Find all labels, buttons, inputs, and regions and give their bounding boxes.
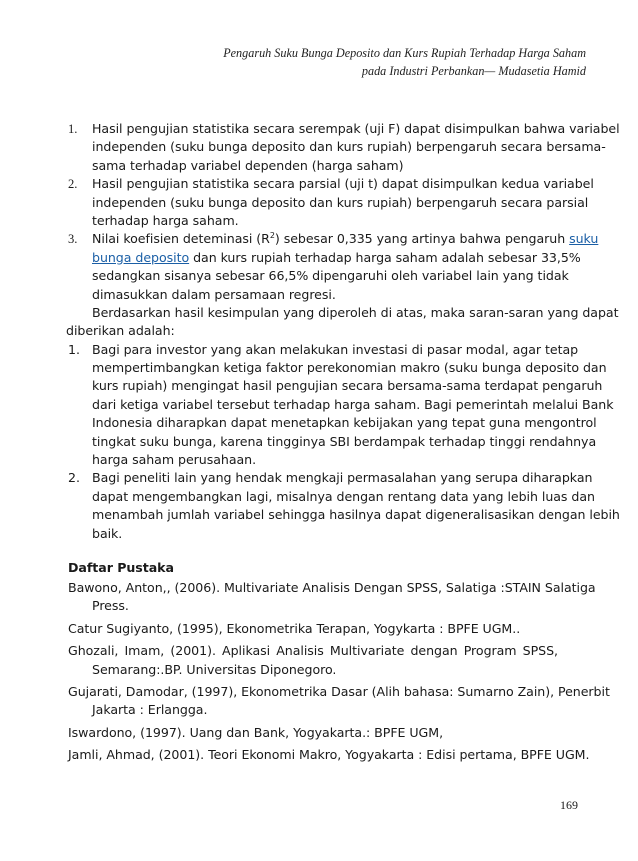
list-number: 1. bbox=[68, 122, 78, 136]
text-line: terhadap harga saham. bbox=[92, 212, 239, 228]
bibliography-heading: Daftar Pustaka bbox=[68, 559, 174, 575]
suggestion-item-1 bbox=[68, 341, 614, 470]
reference-entry bbox=[68, 683, 610, 720]
text-line: tingkat suku bunga, karena tingginya SBI berdampak terhadap tinggi rendahnya bbox=[92, 433, 597, 449]
conclusion-item-2 bbox=[68, 175, 594, 230]
text-line bbox=[68, 249, 581, 267]
text-line: diberikan adalah: bbox=[66, 323, 175, 339]
reference-line: Semarang:.BP. Universitas Diponegoro. bbox=[92, 661, 337, 677]
text-line: kurs rupiah) mengingat hasil pengujian secara bersama-sama terdapat pengaruh bbox=[92, 378, 603, 394]
text-line: Hasil pengujian statistika secara parsial (uji t) dapat disimpulkan kedua variabel bbox=[92, 176, 594, 192]
running-header-line-1: Pengaruh Suku Bunga Deposito dan Kurs Rupiah Terhadap Harga Saham bbox=[223, 46, 586, 60]
text-line: independen (suku bunga deposito dan kurs rupiah) berpengaruh secara parsial bbox=[92, 194, 589, 210]
reference-line: Press. bbox=[92, 598, 129, 614]
running-header-line-2: pada Industri Perbankan— Mudasetia Hamid bbox=[361, 64, 586, 78]
text-line: Hasil pengujian statistika secara serempak (uji F) dapat disimpulkan bahwa variabel bbox=[92, 121, 620, 136]
page-body bbox=[66, 120, 620, 765]
reference-entry bbox=[68, 724, 558, 742]
list-number: 2. bbox=[68, 177, 78, 192]
reference-line: Gujarati, Damodar, (1997), Ekonometrika Dasar (Alih bahasa: Sumarno Zain), Penerbit bbox=[68, 683, 610, 699]
text-line: mempertimbangkan ketiga faktor perekonomian makro (suku bunga deposito dan bbox=[92, 360, 607, 376]
text-line: dimasukkan dalam persamaan regresi. bbox=[92, 286, 336, 302]
reference-entry bbox=[68, 642, 558, 679]
transition-paragraph bbox=[66, 304, 619, 341]
text-line: sedangkan sisanya sebesar 66,5% dipengaruhi oleh variabel lain yang tidak bbox=[92, 268, 569, 284]
text-line: harga saham perusahaan. bbox=[92, 452, 257, 468]
text-segment: Nilai koefisien deteminasi (R bbox=[92, 231, 270, 247]
text-line: Indonesia diharapkan dapat menetapkan kebijakan yang tepat guna mengontrol bbox=[92, 415, 597, 431]
text-line: dari ketiga variabel tersebut terhadap harga saham. Bagi pemerintah melalui Bank bbox=[92, 396, 614, 412]
text-line: Bagi para investor yang akan melakukan investasi di pasar modal, agar tetap bbox=[92, 341, 579, 357]
text-line: dapat mengembangkan lagi, misalnya dengan rentang data yang lebih luas dan bbox=[92, 488, 595, 504]
reference-line: Iswardono, (1997). Uang dan Bank, Yogyakarta.: BPFE UGM, bbox=[68, 724, 444, 740]
text-segment: ) sebesar 0,335 yang artinya bahwa pengaruh bbox=[274, 231, 570, 247]
conclusion-item-3 bbox=[68, 230, 599, 304]
reference-entry bbox=[68, 579, 596, 616]
reference-line: Jamli, Ahmad, (2001). Teori Ekonomi Makro, Yogyakarta : Edisi pertama, BPFE UGM. bbox=[68, 747, 590, 763]
text-line: sama terhadap variabel dependen (harga saham) bbox=[92, 157, 404, 173]
suggestion-item-2 bbox=[68, 469, 620, 543]
list-number: 1. bbox=[68, 341, 80, 357]
text-line: Berdasarkan hasil kesimpulan yang diperoleh di atas, maka saran-saran yang dapat bbox=[92, 304, 619, 320]
running-header bbox=[223, 44, 586, 80]
text-segment: dan kurs rupiah terhadap harga saham adalah sebesar 33,5% bbox=[189, 249, 581, 265]
page-number: 169 bbox=[560, 798, 578, 812]
bibliography-list bbox=[68, 579, 610, 765]
conclusion-item-1 bbox=[68, 120, 620, 175]
superscript: 2 bbox=[269, 231, 275, 241]
suku-bunga-deposito-link[interactable]: suku bbox=[569, 231, 599, 247]
text-line: independen (suku bunga deposito dan kurs rupiah) berpengaruh secara bersama- bbox=[92, 139, 606, 155]
list-number: 3. bbox=[68, 232, 78, 247]
reference-line: Bawono, Anton,, (2006). Multivariate Analisis Dengan SPSS, Salatiga :STAIN Salatiga bbox=[68, 579, 596, 595]
reference-entry bbox=[68, 746, 590, 764]
text-line bbox=[68, 230, 599, 248]
text-line: menambah jumlah variabel sehingga hasilnya dapat digeneralisasikan dengan lebih bbox=[92, 507, 620, 523]
suku-bunga-deposito-link-cont[interactable]: bunga deposito bbox=[92, 249, 190, 265]
text-line: Bagi peneliti lain yang hendak mengkaji permasalahan yang serupa diharapkan bbox=[92, 470, 593, 486]
reference-entry bbox=[68, 620, 558, 638]
text-line: baik. bbox=[92, 525, 123, 541]
reference-line: Catur Sugiyanto, (1995), Ekonometrika Terapan, Yogykarta : BPFE UGM.. bbox=[68, 620, 521, 636]
list-number: 2. bbox=[68, 470, 80, 486]
reference-line: Jakarta : Erlangga. bbox=[92, 702, 208, 718]
reference-line: Ghozali, Imam, (2001). Aplikasi Analisis Multivariate dengan Program SPSS, bbox=[68, 643, 558, 659]
